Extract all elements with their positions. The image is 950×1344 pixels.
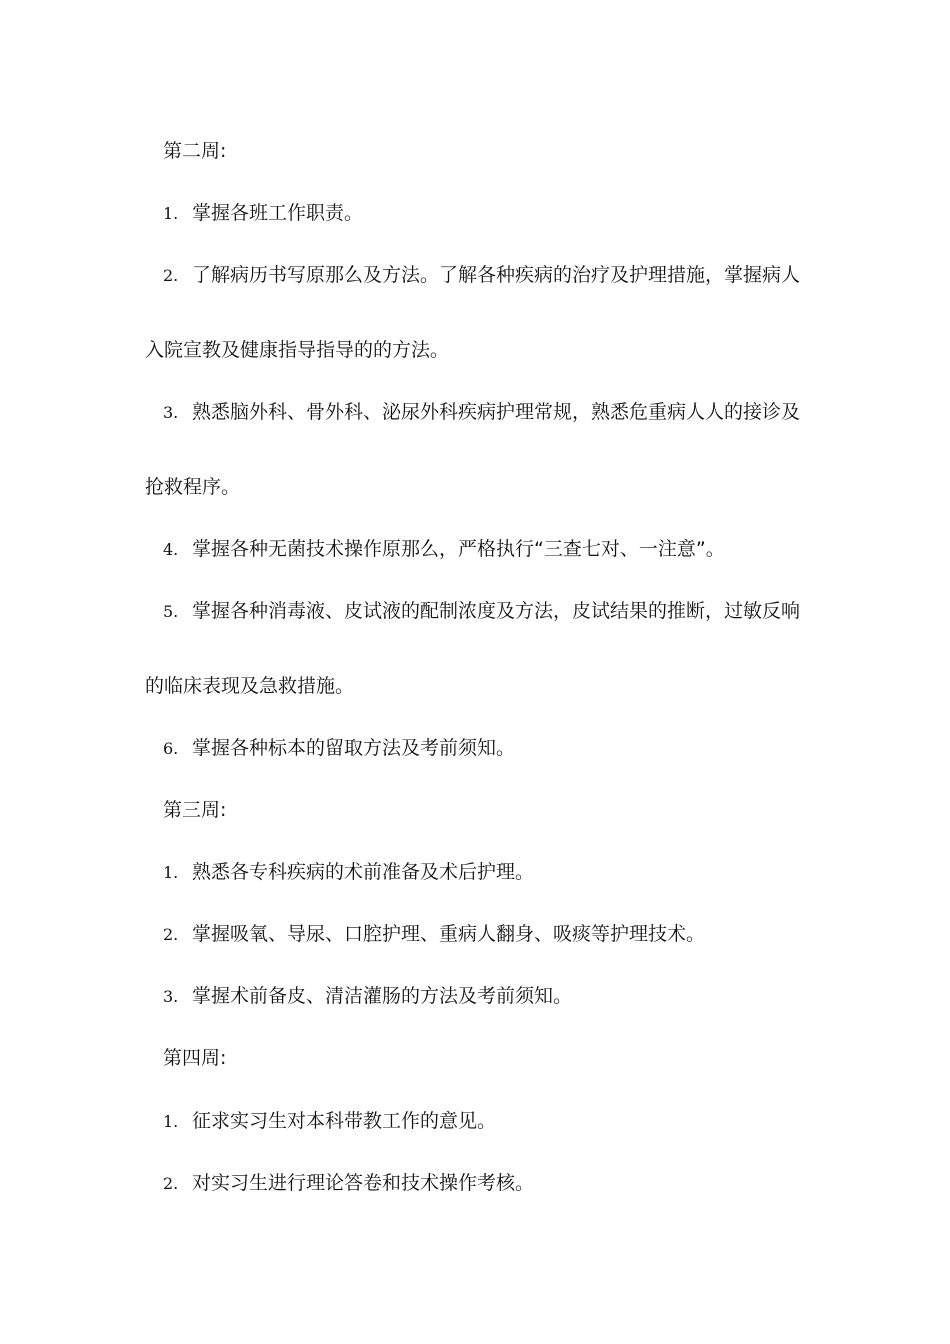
item-text: 掌握吸氧、导尿、口腔护理、重病人翻身、吸痰等护理技术。 <box>192 923 706 945</box>
item-number: 5. <box>163 602 179 621</box>
item-continuation: 入院宣教及健康指导指导的的方法。 <box>145 339 450 361</box>
section-heading-week4: 第四周: <box>163 1047 227 1069</box>
item-text: 掌握术前备皮、清洁灌肠的方法及考前须知。 <box>192 985 573 1007</box>
item-number: 2. <box>163 1174 179 1193</box>
item-text: 对实习生进行理论答卷和技术操作考核。 <box>192 1172 535 1194</box>
item-number: 1. <box>163 1112 179 1131</box>
item-number: 6. <box>163 739 179 758</box>
item-text: 掌握各种标本的留取方法及考前须知。 <box>192 737 516 759</box>
list-item <box>163 598 800 625</box>
item-number: 1. <box>163 863 179 882</box>
item-continuation: 的临床表现及急救措施。 <box>145 675 355 697</box>
item-text: 掌握各种消毒液、皮试液的配制浓度及方法，皮试结果的推断，过敏反响 <box>192 600 801 622</box>
list-item <box>163 399 800 426</box>
item-text: 掌握各班工作职责。 <box>192 202 364 224</box>
item-text: 熟悉各专科疾病的术前准备及术后护理。 <box>192 861 535 883</box>
section-heading-week3: 第三周: <box>163 799 227 821</box>
list-item <box>163 536 725 563</box>
section-heading-week2: 第二周: <box>163 140 227 162</box>
list-item <box>163 262 800 289</box>
list-item <box>163 1170 534 1197</box>
list-item <box>163 1108 496 1135</box>
item-text: 征求实习生对本科带教工作的意见。 <box>192 1110 497 1132</box>
item-continuation: 抢救程序。 <box>145 476 241 498</box>
item-number: 2. <box>163 266 179 285</box>
item-number: 1. <box>163 204 179 223</box>
list-item <box>163 859 534 886</box>
list-item <box>163 983 572 1010</box>
list-item <box>163 921 705 948</box>
item-number: 3. <box>163 403 179 422</box>
item-text: 掌握各种无菌技术操作原那么，严格执行“三查七对、一注意”。 <box>192 538 725 560</box>
list-item <box>163 200 363 227</box>
item-number: 3. <box>163 987 179 1006</box>
item-text: 熟悉脑外科、骨外科、泌尿外科疾病护理常规，熟悉危重病人人的接诊及 <box>192 401 801 423</box>
item-number: 4. <box>163 540 179 559</box>
item-text: 了解病历书写原那么及方法。了解各种疾病的治疗及护理措施，掌握病人 <box>192 264 801 286</box>
item-number: 2. <box>163 925 179 944</box>
list-item <box>163 735 515 762</box>
